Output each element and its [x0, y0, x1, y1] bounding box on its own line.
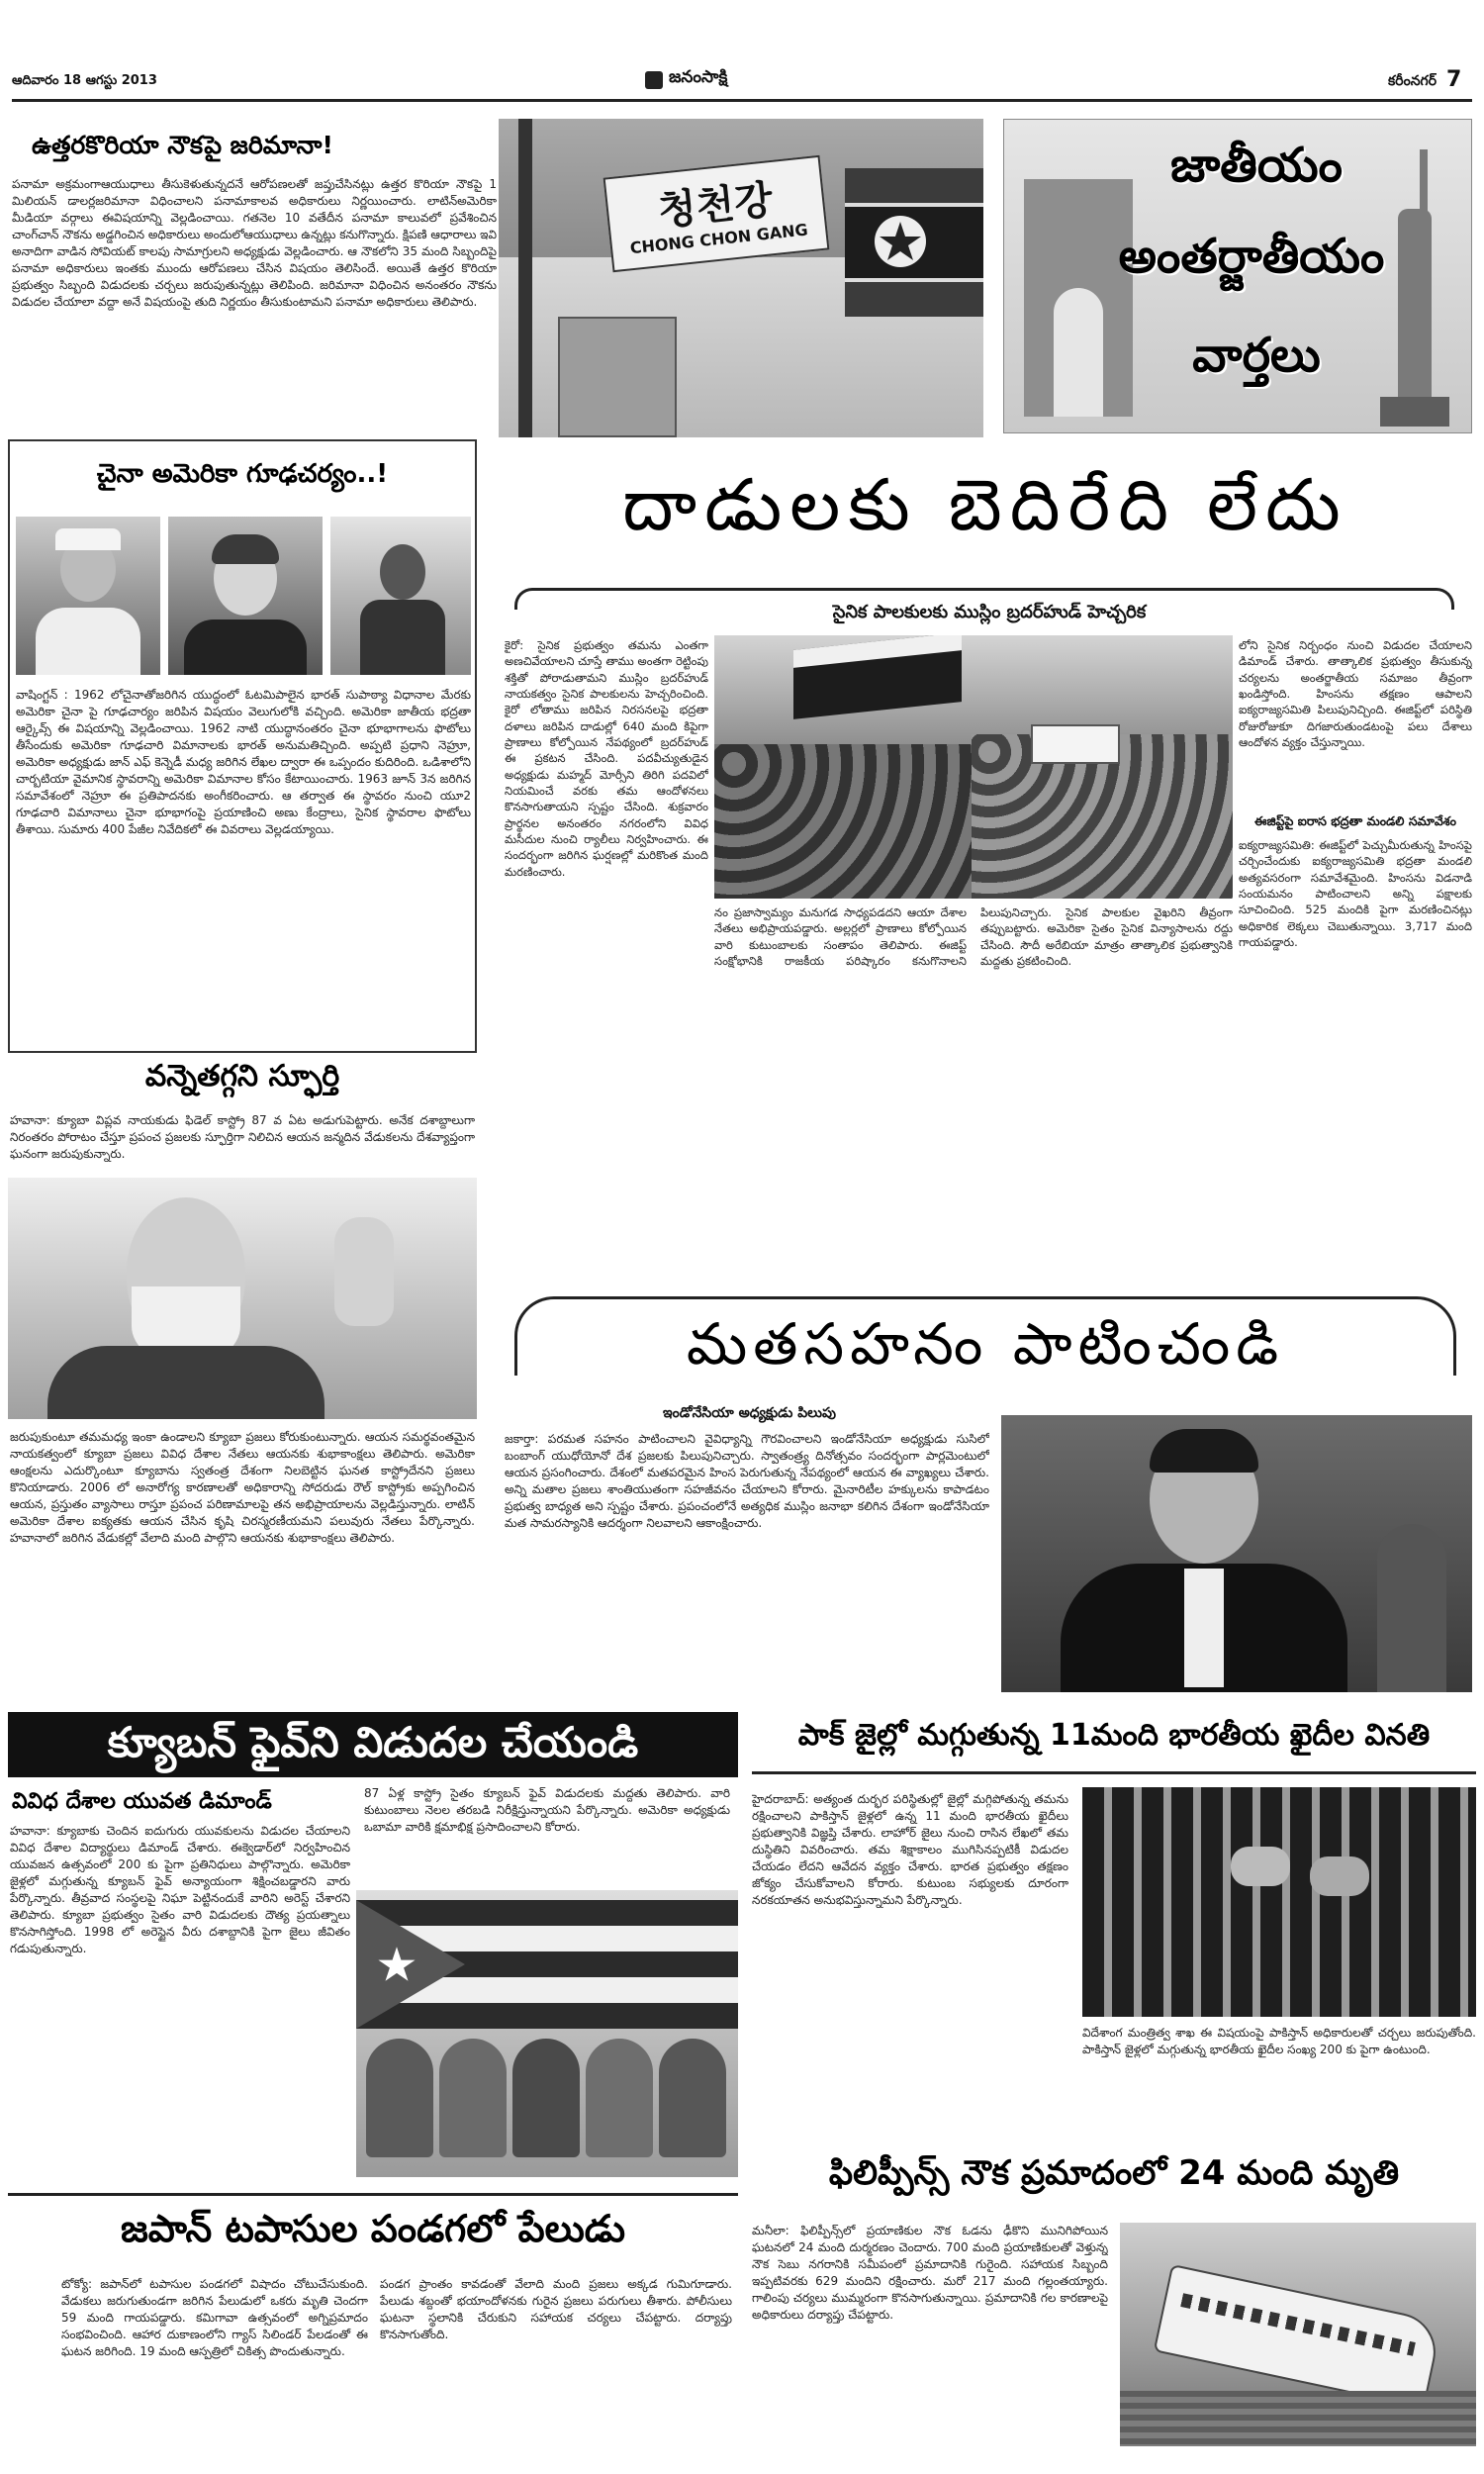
protest-sign: [1031, 724, 1120, 764]
portrait-torso: [36, 608, 140, 675]
photo-leader-1: [16, 517, 160, 675]
religion-headline: మతసహనం పాటించండి: [686, 1310, 1285, 1378]
cuban-five-col1: హవానా: క్యూబాకు చెందిన ఐదుగురు యువకులను విడుదల చేయాలని వివిధ దేశాల విద్యార్థులు డిమాండ్ చేశారు. ఈక్వెడార్‌లో నిర్వహించిన యువజన ఉత్సవంలో 200 కు పైగా ప్రతినిధులు పాల్గొన్నారు. అమెరికా జైళ్లలో మగ్గుతున్న క్యూబన్ ఫైవ్ అన్యాయంగా శిక్షించబడ్డారని వారు పేర్కొన్నారు. తీవ్రవాద సంస్థలపై నిఘా పెట్టినందుకే వారిని అరెస్ట్ చేశారని తెలిపారు. క్యూబా ప్రభుత్వం సైతం వారి విడుదలకు దౌత్య ప్రయత్నాలు కొనసాగిస్తోంది. 1998 లో అరెస్టైన వీరు దశాబ్దానికి పైగా జైలు జీవితం గడుపుతున్నారు.: [10, 1824, 350, 1956]
statue-base: [1380, 397, 1449, 427]
egypt-col1: కైరో: సైనిక ప్రభుత్వం తమను ఎంతగా అణచివేయాలని చూస్తే తాము అంతగా రెట్టింపు శక్తితో పోరాడుతామని ముస్లిం బ్రదర్‌హుడ్ నాయకత్వం సైనిక పాలకులను హెచ్చరించింది. కైరో లోతాము జరిపిన నిరసనలపై భద్రతా దళాలు జరిపిన దాడుల్లో 640 మంది కిపైగా ప్రాణాలు కోల్పోయిన నేపథ్యంలో బ్రదర్‌హుడ్ ఈ ప్రకటన చేసింది. పదవీచ్యుతుడైన అధ్యక్షుడు మహ్మద్ మోర్సీని తిరిగి పదవిలో నియమించే వరకు తమ ఆందోళనలు కొనసాగుతాయని స్పష్టం చేసింది. శుక్రవారం ప్రార్థనల అనంతరం నగరంలోని వివిధ మసీదుల నుంచి ర్యాలీలు నిర్వహించారు. ఈ సందర్భంగా జరిగిన ఘర్షణల్లో మరికొంత మంది మరణించారు.: [505, 638, 708, 879]
gate-arch: [1054, 288, 1103, 417]
prison-photo: [1082, 1787, 1476, 2017]
portrait-head: [380, 544, 425, 600]
china-us-article: [8, 439, 477, 1053]
cuban-five-header-bar: [8, 1712, 738, 1777]
statue-body: [1398, 209, 1432, 397]
philippines-headline: ఫిలిప్పీన్స్ నౌక ప్రమాదంలో 24 మంది మృతి: [828, 2153, 1400, 2193]
header-masthead: [645, 67, 843, 95]
portrait-4: [586, 2039, 653, 2157]
banner-line2: అంతర్జాతీయం: [1118, 229, 1385, 284]
indonesia-president-photo: [1001, 1415, 1472, 1692]
shipwreck-photo: [1120, 2223, 1476, 2446]
castro-article: [8, 1053, 477, 1706]
north-korea-body: పనామా అక్రమంగాఆయుధాలు తీసుకెళుతున్నదనే ఆరోపణలతో జప్తుచేసినట్లు ఉత్తర కొరియా నౌకపై 1 మిలియన్ డాలర్లజరిమానా విధించాలని పనామాకాలవ అధికారులు నిర్ణయించారు. లాటిన్‌అమెరికా మీడియా వర్గాలు ఈవిషయాన్ని వెల్లడించాయి. గతనెల 10 వతేదీన పనామా కాలువలో ప్రవేశించిన చాంగ్‌చాన్ నౌకను అడ్డగించిన అధికారులు అందులోఆయుధాలు ఉన్నట్లు కనుగొన్నారు. క్షిపణి ఆధారాలు ఇవి అనాదిగా వాడిన సోవియట్ కాలపు సామాగ్రులని అధ్యక్షుడు వెల్లడించారు. ఆ నౌకలోని 35 మంది సిబ్బందిపై పనామా అధికారులు ఇంతకు ముందు ఆరోపణలు చేసిన విషయం తెలిసిందే. అయితే ఉత్తర కొరియా ప్రభుత్వం సిబ్బంది విడుదలకు చర్చలు జరుపుతున్నట్లు తెలిపింది. జరిమానా విధించిన అనంతరం నౌకను విడుదల చేయాలా వద్దా అనే విషయంపై తుది నిర్ణయం తీసుకుంటామని పనామా అధికారులు తెలిపారు.: [12, 177, 497, 310]
portrait-2: [439, 2039, 507, 2157]
egypt-headline: దాడులకు బెదిరేది లేదు: [622, 463, 1348, 546]
portrait-hair: [212, 534, 279, 564]
president-shirt: [1184, 1569, 1224, 1687]
header-rule: [12, 99, 1472, 102]
portrait-suit: [184, 619, 307, 675]
ship-cabin: [558, 317, 677, 437]
portrait-3: [512, 2039, 580, 2157]
philippines-article: [752, 2147, 1476, 2464]
ship-nameplate: [603, 155, 830, 272]
china-us-body: వాషింగ్టన్ : 1962 లోచైనాతోజరిగిన యుద్ధంలో ఓటమిపాలైన భారత్ సుపాఠ్యా విధానాల మేరకు అమెరికా చైనా పై గూఢచార్యం జరిపిన విషయం వెలుగులోకి వచ్చింది. అమెరికా జాతీయ భద్రతా ఆర్కైవ్స్ ఈ విషయాన్ని వెల్లడించాయి. 1962 నాటి యుద్ధానంతరం చైనా భూభాగాలను ఫొటోలు తీసేందుకు అమెరికా గూఢచారి విమానాలకు భారత్ అనుమతిచ్చింది. అప్పటి ప్రధాని నెహ్రూ, అమెరికా అధ్యక్షుడు జాన్ ఎఫ్ కెన్నెడీ మధ్య జరిగిన లేఖల ద్వారా ఈ ఒప్పందం కుదిరింది. ఒడిశాలోని చార్బటియా వైమానిక స్థావరాన్ని అమెరికా విమానాల కోసం కేటాయించారు. 1963 జూన్ 3న జరిగిన సమావేశంలో నెహ్రూ ఈ ప్రతిపాదనకు అంగీకరించారు. ఆ తర్వాత ఈ స్థావరం నుంచి యూ2 గూఢచారి విమానాలు చైనా భూభాగంపై ప్రయాణించి అణు కేంద్రాలు, సైనిక స్థావరాల ఫొటోలు తీశాయి. సుమారు 400 పేజీల నివేదికలో ఈ వివరాలు వెల్లడయ్యాయి.: [16, 688, 471, 837]
ship-name-korean: 청천강: [656, 177, 776, 235]
china-us-headline: చైనా అమెరికా గూఢచర్యం..!: [96, 459, 389, 489]
pakistan-tail: విదేశాంగ మంత్రిత్వ శాఖ ఈ విషయంపై పాకిస్తాన్ అధికారులతో చర్చలు జరుపుతోంది. పాకిస్తాన్ జైళ్లలో మగ్గుతున్న భారతీయ ఖైదీల సంఖ్య 200 కు పైగా ఉంటుంది.: [1082, 2026, 1476, 2057]
cuban-five-article: [8, 1712, 738, 2187]
cuban-flag-star-icon: [374, 1942, 419, 1987]
castro-jacket: [47, 1346, 325, 1419]
north-korea-headline: ఉత్తరకొరియా నౌకపై జరిమానా!: [32, 131, 333, 159]
egypt-protest-photo: [714, 635, 1233, 899]
portrait-cap: [55, 528, 121, 550]
egypt-lower: నం ప్రజాస్వామ్యం మనుగడ సాధ్యపడదని ఆయా దేశాల నేతలు అభిప్రాయపడ్డారు. అల్లర్లలో ప్రాణాలు కోల్పోయిన వారి కుటుంబాలకు సంతాపం తెలిపారు. ఈజిప్ట్ సంక్షోభానికి రాజకీయ పరిష్కారం కనుగొనాలని పిలుపునిచ్చారు. సైనిక పాలకుల వైఖరిని తీవ్రంగా తప్పుబట్టారు. అమెరికా సైతం సైనిక విన్యాసాలను రద్దు చేసింది. సౌదీ అరేబియా మాత్రం తాత్కాలిక ప్రభుత్వానికి మద్దతు ప్రకటించింది.: [714, 905, 1233, 968]
japan-col1: టోక్యో: జపాన్‌లో టపాసుల పండగలో విషాదం చోటుచేసుకుంది. వేడుకలు జరుగుతుండగా జరిగిన పేలుడులో ఒకరు మృతి చెందగా 59 మంది గాయపడ్డారు. కమిగావా ఉత్సవంలో అగ్నిప్రమాదం సంభవించింది. ఆహార దుకాణంలోని గ్యాస్ సిలిండర్ పేలడంతో ఈ ఘటన జరిగింది. 19 మంది ఆస్పత్రిలో చికిత్స పొందుతున్నారు.: [61, 2277, 368, 2359]
ship-flag: [845, 168, 983, 317]
castro-intro: హవానా: క్యూబా విప్లవ నాయకుడు ఫిడెల్ కాస్ట్రో 87 వ ఏట అడుగుపెట్టారు. అనేక దశాబ్దాలుగా నిరంతరం పోరాటం చేస్తూ ప్రపంచ ప్రజలకు స్ఫూర్తిగా నిలిచిన ఆయన జన్మదిన వేడుకలను దేశవ్యాప్తంగా ఘనంగా జరుపుకున్నారు.: [10, 1113, 475, 1162]
cuban-five-col2: 87 ఏళ్ల కాస్ట్రో సైతం క్యూబన్ ఫైవ్ విడుదలకు మద్దతు తెలిపారు. వారి కుటుంబాలు నెలల తరబడి నిరీక్షిస్తున్నాయని పేర్కొన్నారు. అమెరికా అధ్యక్షుడు ఒబామా వారికి క్షమాభిక్ష ప్రసాదించాలని కోరారు.: [364, 1786, 730, 1835]
castro-headline: వన్నెతగ్గని స్ఫూర్తి: [144, 1059, 340, 1094]
portrait-body: [360, 600, 445, 675]
egypt-col3-subhead: ఈజిప్ట్‌పై ఐరాస భద్రతా మండలి సమావేశం: [1254, 813, 1456, 828]
ship-crane: [518, 119, 532, 437]
capsized-ship: [1154, 2264, 1443, 2409]
background-person: [1377, 1524, 1446, 1692]
egypt-subhead: సైనిక పాలకులకు ముస్లిం బ్రదర్‌హుడ్ హెచ్చరిక: [693, 602, 1286, 626]
ship-name-english: CHONG CHON GANG: [628, 220, 809, 258]
cuban-five-headline: క్యూబన్ ఫైవ్‌ని విడుదల చేయండి: [107, 1718, 639, 1766]
president-hair: [1150, 1429, 1258, 1473]
japan-col2: పండగ ప్రాంతం కావడంతో వేలాది మంది ప్రజలు అక్కడ గుమిగూడారు. పేలుడు శబ్దంతో భయాందోళనకు గురైన ప్రజలు పరుగులు తీశారు. పోలీసులు ఘటనా స్థలానికి చేరుకుని సహాయక చర్యలు చేపట్టారు. దర్యాప్తు కొనసాగుతోంది.: [380, 2277, 732, 2342]
pakistan-rule: [752, 1771, 1476, 1774]
japan-rule-top: [8, 2193, 738, 2196]
egypt-col3: లోని సైనిక నిర్బంధం నుంచి విడుదల చేయాలని డిమాండ్ చేశారు. తాత్కాలిక ప్రభుత్వం తీసుకున్న చర్యలను అంతర్జాతీయ సమాజం తీవ్రంగా ఖండిస్తోంది. హింసను తక్షణం ఆపాలని ఐక్యరాజ్యసమితి పిలుపునిచ్చింది. ఈజిప్ట్‌లో పరిస్థితి రోజురోజుకూ దిగజారుతుండటంపై పలు దేశాలు ఆందోళన వ్యక్తం చేస్తున్నాయి.: [1239, 638, 1472, 749]
crowd-left: [714, 744, 972, 899]
photo-leader-2: [168, 517, 323, 675]
japan-headline: జపాన్ టపాసుల పండగలో పేలుడు: [120, 2207, 626, 2250]
pakistan-headline: పాక్ జైల్లో మగ్గుతున్న 11మంది భారతీయ ఖైదీల వినతి: [797, 1718, 1431, 1753]
religion-subhead: ఇండోనేసియా అధ్యక్షుడు పిలుపు: [663, 1405, 836, 1421]
statue-of-liberty-illustration: [1380, 149, 1449, 427]
portrait-5: [659, 2039, 726, 2157]
pakistan-body: హైదరాబాద్: అత్యంత దుర్భర పరిస్థితుల్లో జైల్లో మగ్గిపోతున్న తమను రక్షించాలని పాకిస్తాన్ జైళ్లలో ఉన్న 11 మంది భారతీయ ఖైదీలు ప్రభుత్వానికి విజ్ఞప్తి చేశారు. లాహోర్ జైలు నుంచి రాసిన లేఖలో తమ దుస్థితిని వివరించారు. తమ శిక్షాకాలం ముగిసినప్పటికీ విడుదల చేయడం లేదని ఆవేదన వ్యక్తం చేశారు. భారత ప్రభుత్వం తక్షణం జోక్యం చేసుకోవాలని కోరారు. కుటుంబ సభ్యులకు దూరంగా నరకయాతన అనుభవిస్తున్నామని పేర్కొన్నారు.: [752, 1792, 1068, 1908]
religion-article: [495, 1296, 1476, 1702]
pakistan-article: [752, 1712, 1476, 2147]
banner-line1: జాతీయం: [1170, 138, 1343, 193]
banner-line3: వార్తలు: [1192, 328, 1321, 383]
page-header: [12, 67, 1472, 107]
masthead-logo-icon: [645, 71, 663, 89]
japan-article: [8, 2193, 738, 2464]
flag-in-crowd: [793, 635, 962, 719]
cuban-five-photo: [356, 1890, 738, 2177]
masthead-title: జనంసాక్షి: [669, 67, 728, 87]
header-edition: కరీంనగర్: [1388, 73, 1437, 89]
north-korea-article: [12, 117, 497, 433]
prison-bars: [1082, 1787, 1476, 2017]
header-date: ఆదివారం 18 ఆగస్టు 2013: [12, 73, 157, 88]
section-banner: [1003, 119, 1472, 433]
statue-arm: [1420, 149, 1428, 219]
header-page-number: 7: [1446, 67, 1462, 92]
prisoner-hand: [1231, 1847, 1290, 1886]
portrait-1: [366, 2039, 433, 2157]
egypt-col3-body: ఐక్యరాజ్యసమితి: ఈజిప్ట్‌లో పెచ్చుమీరుతున్న హింసపై చర్చించేందుకు ఐక్యరాజ్యసమితి భద్రతా మండలి అత్యవసరంగా సమావేశమైంది. హింసను విడనాడి సంయమనం పాటించాలని అన్ని పక్షాలకు సూచించింది. 525 మందికి పైగా మరణించినట్లు అధికారిక లెక్కలు చెబుతున్నాయి. 3,717 మంది గాయపడ్డారు.: [1239, 838, 1472, 949]
cuban-five-subhead: వివిధ దేశాల యువత డిమాండ్: [12, 1789, 272, 1814]
flag-star-icon: [875, 216, 926, 267]
india-gate-illustration: [1024, 179, 1133, 417]
prisoner-hand-2: [1310, 1856, 1369, 1896]
religion-body: జకార్తా: పరమత సహనం పాటించాలని వైవిధ్యాన్ని గౌరవించాలని ఇండోనేసియా అధ్యక్షుడు సుసిలో బంబాంగ్ యుధోయోనో దేశ ప్రజలకు పిలుపునిచ్చారు. స్వాతంత్ర్య దినోత్సవం సందర్భంగా పార్లమెంటులో ఆయన ప్రసంగించారు. దేశంలో మతపరమైన హింస పెరుగుతున్న నేపథ్యంలో ఆయన ఈ వ్యాఖ్యలు చేశారు. అన్ని మతాల ప్రజలు శాంతియుతంగా సహజీవనం చేయాలని కోరారు. మైనారిటీల హక్కులను కాపాడటం ప్రభుత్వ బాధ్యత అని స్పష్టం చేశారు. ప్రపంచంలోనే అత్యధిక ముస్లిం జనాభా కలిగిన దేశంగా ఇండోనేసియా మత సామరస్యానికి ఆదర్శంగా నిలవాలని ఆకాంక్షించారు.: [505, 1432, 989, 1531]
photo-leader-3: [330, 517, 471, 675]
egypt-article: [495, 439, 1476, 1290]
castro-raised-hand: [334, 1217, 394, 1326]
ship-photo: [499, 119, 983, 437]
philippines-body: మనీలా: ఫిలిప్పీన్స్‌లో ప్రయాణికుల నౌక ఓడను ఢీకొని మునిగిపోయిన ఘటనలో 24 మంది దుర్మరణం చెందారు. 700 మంది ప్రయాణికులతో వెళ్తున్న నౌక సెబు నగరానికి సమీపంలో ప్రమాదానికి గురైంది. సహాయక సిబ్బంది ఇప్పటివరకు 629 మందిని రక్షించారు. మరో 217 మంది గల్లంతయ్యారు. గాలింపు చర్యలు ముమ్మరంగా కొనసాగుతున్నాయి. ప్రమాదానికి గల కారణాలపై అధికారులు దర్యాప్తు చేపట్టారు.: [752, 2224, 1108, 2323]
castro-photo: [8, 1178, 477, 1419]
sea-waves: [1120, 2391, 1476, 2446]
castro-body: జరుపుకుంటూ తమమధ్య ఇంకా ఉండాలని క్యూబా ప్రజలు కోరుకుంటున్నారు. ఆయన సమర్థవంతమైన నాయకత్వంలో క్యూబా ప్రజలు వివిధ దేశాల నేతలు ఆయనకు శుభాకాంక్షలు తెలిపారు. అమెరికా ఆంక్షలను ఎదుర్కొంటూ క్యూబాను స్వతంత్ర దేశంగా నిలబెట్టిన ఘనత కాస్ట్రోదేనని ప్రజలు కొనియాడారు. 2006 లో అనారోగ్య కారణాలతో అధికారాన్ని సోదరుడు రౌల్ కాస్ట్రోకు అప్పగించిన ఆయన, ప్రస్తుతం వ్యాసాలు రాస్తూ ప్రపంచ పరిణామాలపై తన అభిప్రాయాలను వెల్లడిస్తున్నారు. లాటిన్ అమెరికా దేశాల ఐక్యతకు ఆయన చేసిన కృషి చిరస్మరణీయమని పలువురు నేతలు పేర్కొన్నారు. హవానాలో జరిగిన వేడుకల్లో వేలాది మంది పాల్గొని ఆయనకు శుభాకాంక్షలు తెలిపారు.: [10, 1430, 475, 1546]
